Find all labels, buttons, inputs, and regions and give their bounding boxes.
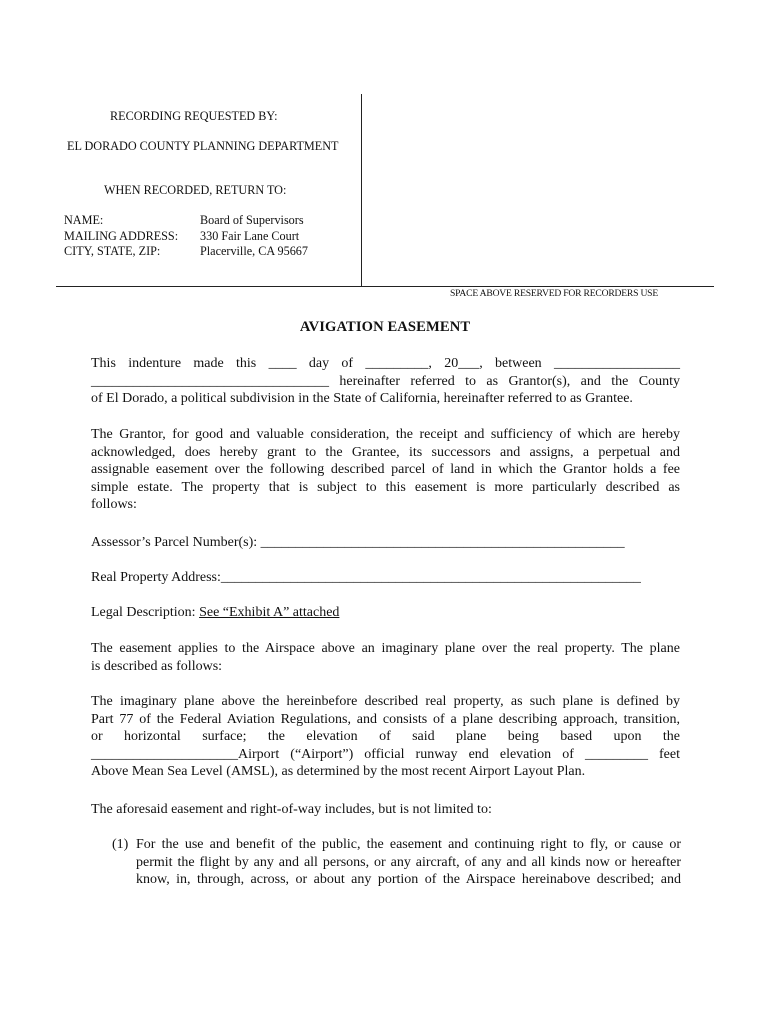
paragraph-line: permit the flight by any and all persons, or any aircraft, of any and all kinds now or hereafter xyxy=(136,854,681,870)
real-property-address-field xyxy=(91,569,680,587)
paragraph-line: _____________________Airport (“Airport”) official runway end elevation of _________ feet xyxy=(91,746,680,762)
mailing-address-label: MAILING ADDRESS: xyxy=(64,228,179,243)
legal-description-label: Legal Description: xyxy=(91,605,200,620)
legal-description-field xyxy=(91,604,680,622)
return-address-values xyxy=(200,213,308,260)
paragraph-line: The Grantor, for good and valuable consideration, the receipt and sufficiency of which are hereby xyxy=(91,427,680,442)
real-property-address-line: Real Property Address:____________________________________________________________ xyxy=(91,570,641,585)
list-item-text xyxy=(136,836,681,889)
list-item-number: (1) xyxy=(112,837,129,852)
paragraph-line: The easement applies to the Airspace above an imaginary plane over the real property. The plane xyxy=(91,641,680,656)
paragraph-line: The aforesaid easement and right-of-way includes, but is not limited to: xyxy=(91,802,492,817)
paragraph-line: know, in, through, across, or about any portion of the Airspace hereinabove described; and xyxy=(136,872,681,888)
city-state-zip-value: Placerville, CA 95667 xyxy=(200,244,308,259)
paragraph-line: For the use and benefit of the public, the easement and continuing right to fly, or cause or xyxy=(136,837,681,852)
paragraph-line: acknowledged, does hereby grant to the Grantee, its successors and assigns, a perpetual and xyxy=(91,444,680,460)
paragraph-line: This indenture made this ____ day of _________, 20___, between __________________ xyxy=(91,356,680,371)
return-address-labels xyxy=(64,213,178,260)
mailing-address-value: 330 Fair Lane Court xyxy=(200,228,300,243)
paragraph-line: __________________________________ hereinafter referred to as Grantor(s), and the County xyxy=(91,373,680,389)
assessors-parcel-number-field xyxy=(91,534,680,552)
imaginary-plane-paragraph xyxy=(91,693,680,781)
document-title: AVIGATION EASEMENT xyxy=(299,319,471,335)
paragraph-line: Above Mean Sea Level (AMSL), as determined by the most recent Airport Layout Plan. xyxy=(91,764,586,780)
name-label: NAME: xyxy=(64,213,104,227)
when-recorded-return-to: WHEN RECORDED, RETURN TO: xyxy=(104,183,287,197)
recorder-reserved-note: SPACE ABOVE RESERVED FOR RECORDERS USE xyxy=(450,288,658,299)
paragraph-line: or horizontal surface; the elevation of said plane being based upon the xyxy=(91,729,680,745)
legal-description-value: See “Exhibit A” attached xyxy=(199,605,340,620)
paragraph-line: Part 77 of the Federal Aviation Regulations, and consists of a plane describing approach, transition, xyxy=(91,711,680,727)
paragraph-line: of El Dorado, a political subdivision in the State of California, hereinafter referred to as Grantee. xyxy=(91,391,633,407)
paragraph-line: assignable easement over the following described parcel of land in which the Grantor holds a fee xyxy=(91,462,680,478)
easement-includes-paragraph xyxy=(91,801,680,819)
name-value: Board of Supervisors xyxy=(200,213,304,227)
department-name: EL DORADO COUNTY PLANNING DEPARTMENT xyxy=(67,139,339,153)
paragraph-line: simple estate. The property that is subject to this easement is more particularly described as xyxy=(91,479,680,495)
paragraph-line: The imaginary plane above the hereinbefore described real property, as such plane is defined by xyxy=(91,694,680,709)
paragraph-line: follows: xyxy=(91,497,137,513)
recording-requested-by: RECORDING REQUESTED BY: xyxy=(110,109,278,123)
grant-paragraph xyxy=(91,426,680,514)
indenture-paragraph xyxy=(91,355,680,408)
airspace-paragraph xyxy=(91,640,680,675)
header-vertical-divider xyxy=(361,94,362,287)
city-state-zip-label: CITY, STATE, ZIP: xyxy=(64,244,161,259)
apn-line: Assessor’s Parcel Number(s): ____________________________________________________ xyxy=(91,535,625,550)
paragraph-line: is described as follows: xyxy=(91,658,223,674)
